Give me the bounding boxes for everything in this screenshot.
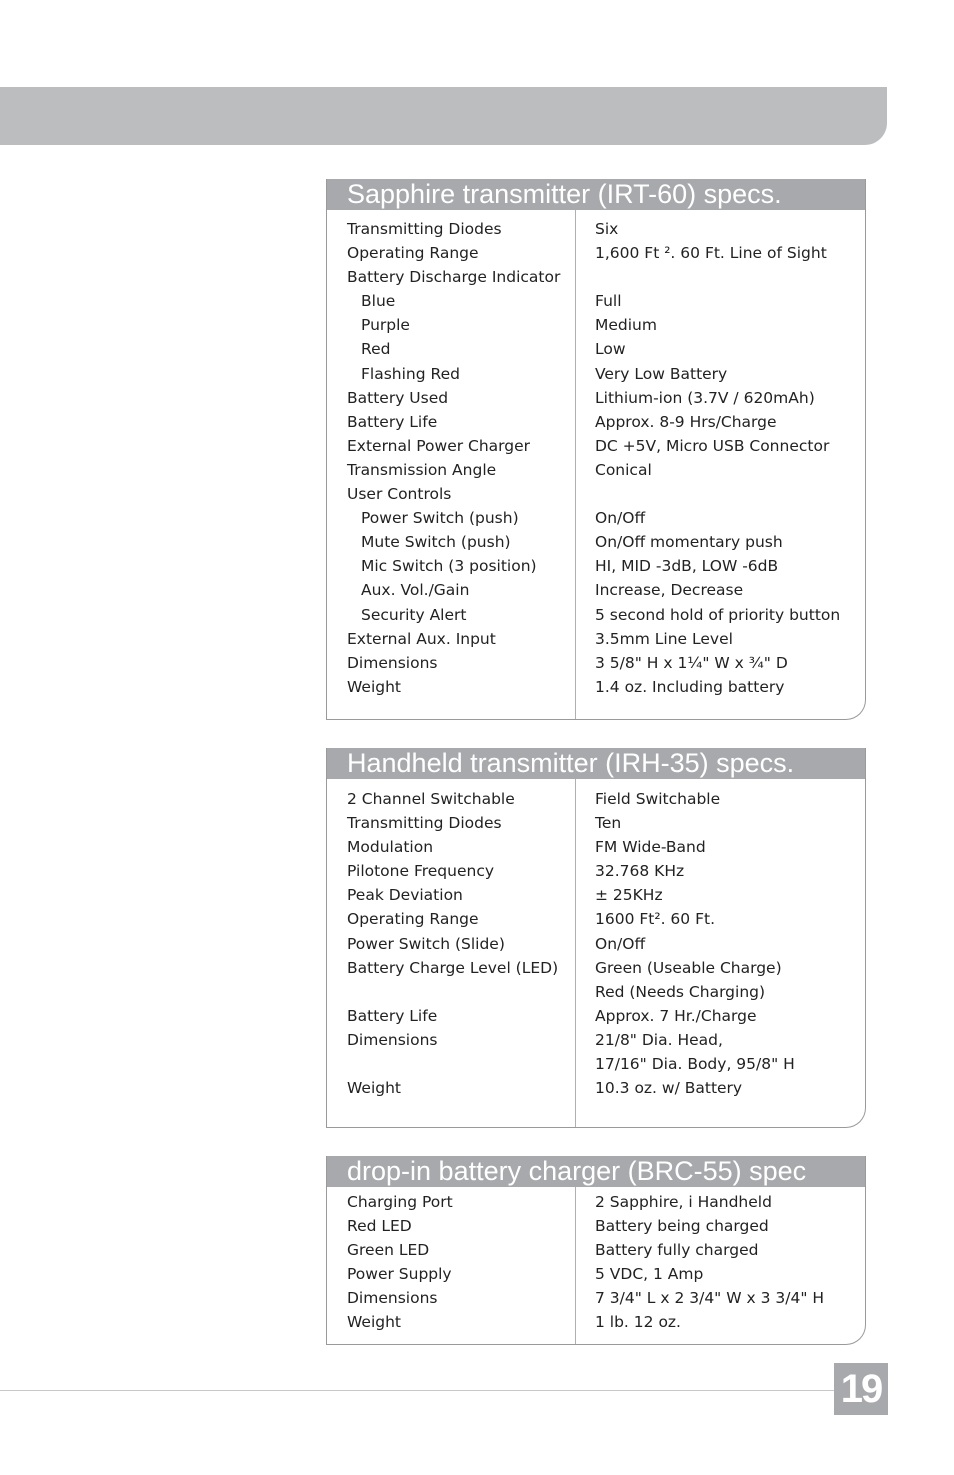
spec-label: User Controls [347, 485, 452, 504]
spec-value: 3.5mm Line Level [595, 629, 733, 648]
spec-value: FM Wide-Band [595, 838, 706, 857]
spec-value: 5 VDC, 1 Amp [595, 1265, 704, 1284]
spec-value: Red (Needs Charging) [595, 982, 766, 1001]
spec-label: Mic Switch (3 position) [361, 557, 537, 576]
spec-label: Dimensions [347, 1289, 438, 1308]
spec-value: Lithium-ion (3.7V / 620mAh) [595, 388, 815, 407]
spec-label: Weight [347, 677, 402, 696]
spec-row [327, 434, 865, 458]
header-band [0, 87, 887, 145]
spec-label: External Aux. Input [347, 629, 496, 648]
spec-label: Transmission Angle [347, 460, 497, 479]
spec-label [327, 980, 575, 1004]
spec-row [327, 265, 865, 289]
spec-label: Peak Deviation [347, 886, 463, 905]
spec-value: 5 second hold of priority button [595, 605, 841, 624]
spec-label: Power Switch (Slide) [347, 934, 505, 953]
spec-value: Six [595, 220, 619, 238]
spec-rows [327, 779, 865, 1100]
spec-label: Battery Discharge Indicator [347, 268, 561, 287]
page-number: 19 [834, 1363, 888, 1415]
spec-value [575, 265, 595, 289]
spec-row [327, 1214, 865, 1238]
spec-label: Transmitting Diodes [347, 814, 502, 833]
spec-value: 1 lb. 12 oz. [595, 1313, 681, 1332]
spec-label: Dimensions [347, 1030, 438, 1049]
spec-row [327, 530, 865, 554]
section-title: Handheld transmitter (IRH-35) specs. [327, 748, 865, 779]
spec-row [327, 386, 865, 410]
spec-value: 1600 Ft². 60 Ft. [595, 910, 716, 929]
spec-value: Battery being charged [595, 1217, 769, 1236]
spec-row [327, 506, 865, 530]
spec-label: Blue [361, 292, 396, 311]
spec-value: 3 5/8" H x 1¼" W x ¾" D [595, 653, 788, 672]
spec-label: Purple [361, 316, 410, 335]
spec-row [327, 811, 865, 835]
spec-row [327, 554, 865, 578]
spec-value: Very Low Battery [595, 364, 728, 383]
spec-value: 7 3/4" L x 2 3/4" W x 3 3/4" H [595, 1289, 825, 1308]
spec-row [327, 313, 865, 337]
spec-row [327, 787, 865, 811]
spec-value: Conical [595, 460, 652, 479]
spec-value: Low [595, 340, 626, 359]
spec-value: 10.3 oz. w/ Battery [595, 1079, 743, 1098]
spec-label: Security Alert [361, 605, 467, 624]
spec-label: Battery Life [347, 412, 438, 431]
footer-rule [0, 1390, 834, 1391]
spec-value: Medium [595, 316, 657, 335]
spec-value: Ten [595, 814, 622, 833]
spec-value: 1.4 oz. Including battery [595, 677, 785, 696]
spec-value [575, 482, 595, 506]
spec-row [327, 1262, 865, 1286]
spec-row [327, 578, 865, 602]
spec-value: 21/8" Dia. Head, [595, 1030, 723, 1049]
spec-value: Approx. 8-9 Hrs/Charge [595, 412, 777, 431]
section-title: drop-in battery charger (BRC-55) spec [327, 1156, 865, 1187]
spec-row [327, 859, 865, 883]
spec-row [327, 1004, 865, 1028]
spec-label: Dimensions [347, 653, 438, 672]
spec-label [327, 1052, 575, 1076]
spec-row [327, 835, 865, 859]
spec-row [327, 289, 865, 313]
spec-value: Field Switchable [595, 790, 721, 808]
spec-row [327, 883, 865, 907]
spec-label: Battery Life [347, 1006, 438, 1025]
spec-value: Approx. 7 Hr./Charge [595, 1006, 757, 1025]
spec-value: On/Off [595, 509, 646, 528]
spec-value: Battery fully charged [595, 1241, 759, 1260]
spec-label: Operating Range [347, 244, 479, 263]
spec-value: DC +5V, Micro USB Connector [595, 436, 830, 455]
spec-row [327, 907, 865, 931]
spec-row [327, 241, 865, 265]
spec-row [327, 1028, 865, 1052]
spec-value: ± 25KHz [595, 886, 663, 905]
spec-label: Transmitting Diodes [347, 220, 502, 238]
spec-value: Full [595, 292, 622, 311]
spec-row [327, 458, 865, 482]
spec-rows [327, 1187, 865, 1335]
spec-row [327, 932, 865, 956]
section-title: Sapphire transmitter (IRT-60) specs. [327, 179, 865, 210]
handheld-spec-table [326, 748, 866, 1128]
spec-label: External Power Charger [347, 436, 531, 455]
spec-value: 32.768 KHz [595, 862, 685, 881]
spec-value: Increase, Decrease [595, 581, 744, 600]
spec-row [327, 956, 865, 980]
spec-label: Flashing Red [361, 364, 460, 383]
spec-label: Weight [347, 1313, 402, 1332]
spec-label: Battery Used [347, 388, 449, 407]
spec-rows [327, 210, 865, 699]
spec-label: Charging Port [347, 1193, 453, 1211]
sapphire-spec-table [326, 179, 866, 720]
spec-row [327, 1190, 865, 1214]
spec-label: Modulation [347, 838, 434, 857]
spec-value: On/Off [595, 934, 646, 953]
spec-row [327, 980, 865, 1004]
spec-value: HI, MID -3dB, LOW -6dB [595, 557, 779, 576]
spec-value: Green (Useable Charge) [595, 958, 782, 977]
spec-row [327, 1310, 865, 1334]
spec-row [327, 1076, 865, 1100]
spec-label: Battery Charge Level (LED) [347, 958, 559, 977]
spec-value: On/Off momentary push [595, 533, 783, 552]
spec-row [327, 362, 865, 386]
spec-label: Pilotone Frequency [347, 862, 495, 881]
spec-row [327, 217, 865, 241]
spec-row [327, 651, 865, 675]
spec-label: Power Supply [347, 1265, 452, 1284]
spec-row [327, 1052, 865, 1076]
spec-label: Weight [347, 1079, 402, 1098]
spec-row [327, 1238, 865, 1262]
spec-label: Power Switch (push) [361, 509, 519, 528]
spec-value: 1,600 Ft ². 60 Ft. Line of Sight [595, 244, 827, 263]
spec-row [327, 337, 865, 361]
spec-label: Red LED [347, 1217, 412, 1236]
spec-label: 2 Channel Switchable [347, 790, 515, 808]
spec-row [327, 603, 865, 627]
spec-row [327, 1286, 865, 1310]
spec-row [327, 675, 865, 699]
spec-label: Green LED [347, 1241, 430, 1260]
spec-label: Aux. Vol./Gain [361, 581, 470, 600]
spec-row [327, 410, 865, 434]
spec-row [327, 482, 865, 506]
spec-label: Red [361, 340, 391, 359]
spec-label: Mute Switch (push) [361, 533, 511, 552]
charger-spec-table [326, 1156, 866, 1345]
spec-value: 17/16" Dia. Body, 95/8" H [595, 1055, 795, 1074]
spec-label: Operating Range [347, 910, 479, 929]
spec-value: 2 Sapphire, i Handheld [595, 1193, 772, 1211]
spec-row [327, 627, 865, 651]
